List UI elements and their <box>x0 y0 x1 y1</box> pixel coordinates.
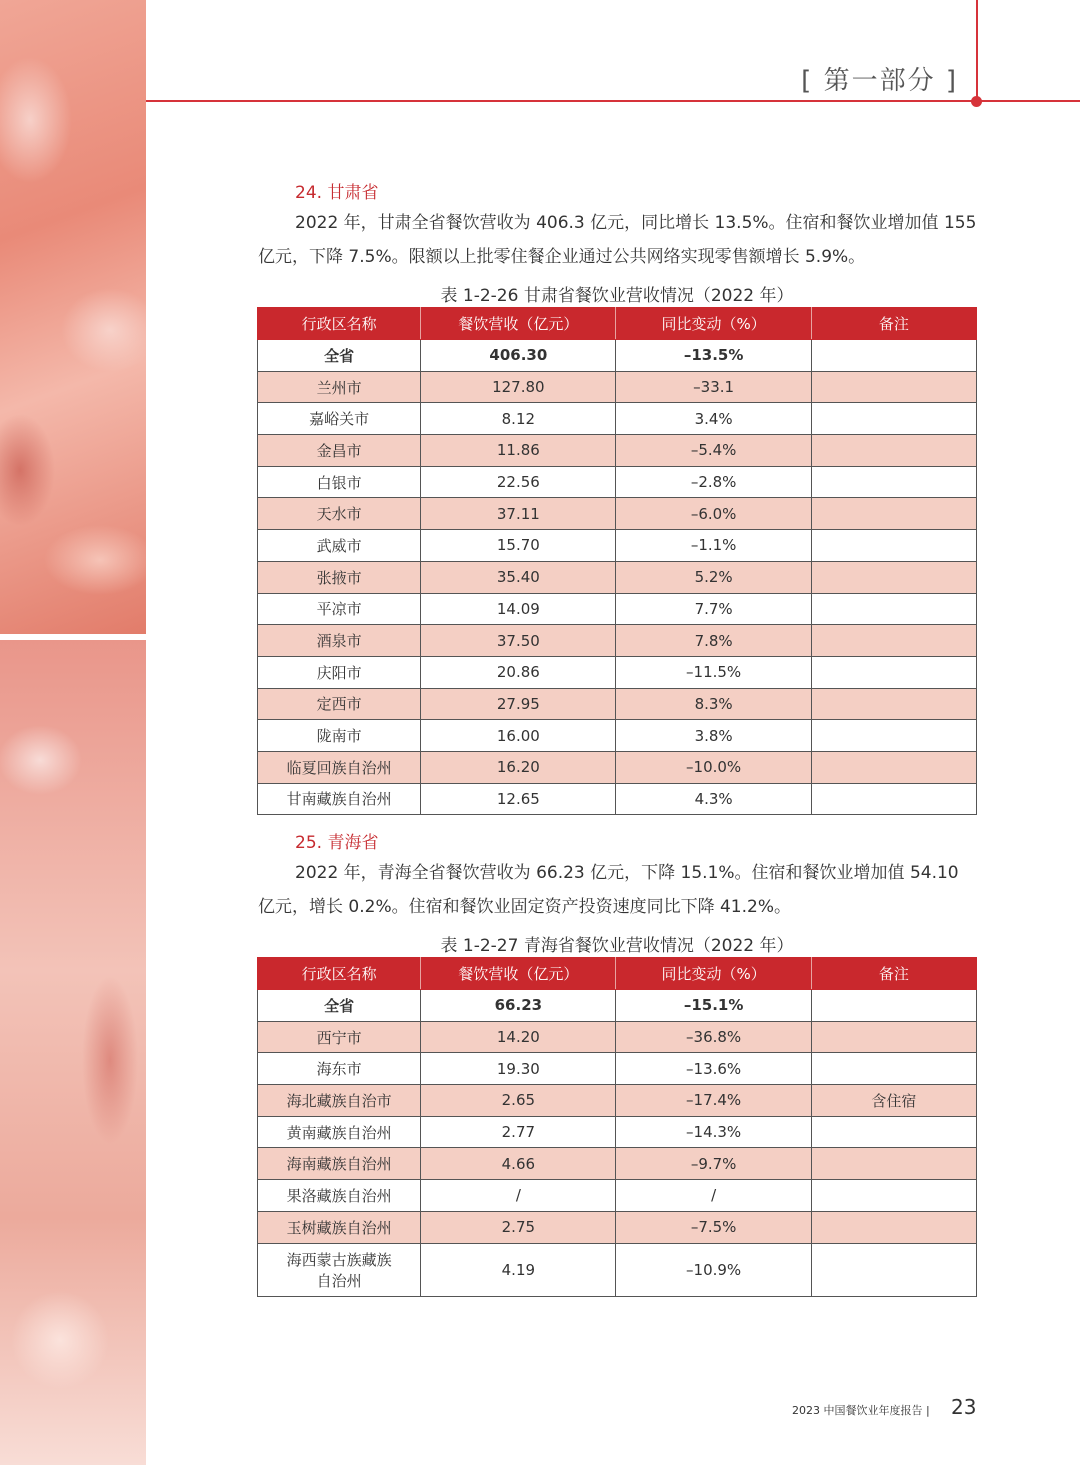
table-cell: 海北藏族自治市 <box>258 1085 421 1117</box>
qinghai-paragraph: 2022 年，青海全省餐饮营收为 66.23 亿元，下降 15.1%。住宿和餐饮业增加值 54.10 亿元，增长 0.2%。住宿和餐饮业固定资产投资速度同比下降 41.2%。 <box>258 863 959 917</box>
header-dot <box>971 96 982 107</box>
table-row <box>258 466 977 498</box>
column-header: 餐饮营收（亿元） <box>421 958 616 990</box>
table-cell: 27.95 <box>421 688 616 720</box>
table-cell: 3.4% <box>616 403 811 435</box>
gansu-paragraph: 2022 年，甘肃全省餐饮营收为 406.3 亿元，同比增长 13.5%。住宿和餐饮业增加值 155 亿元，下降 7.5%。限额以上批零住餐企业通过公共网络实现零售额增长 5.9%。 <box>258 213 977 267</box>
table-cell: 15.70 <box>421 530 616 562</box>
header-rule <box>146 100 1080 102</box>
table-header-row <box>258 958 977 990</box>
table-cell <box>811 1180 976 1212</box>
table-row <box>258 498 977 530</box>
table-cell: 66.23 <box>421 990 616 1022</box>
table-cell <box>811 1148 976 1180</box>
table-cell <box>811 1053 976 1085</box>
qinghai-table-caption: 表 1-2-27 青海省餐饮业营收情况（2022 年） <box>440 936 794 956</box>
table-row <box>258 403 977 435</box>
table-cell: 2.65 <box>421 1085 616 1117</box>
table-cell <box>811 498 976 530</box>
table-cell: 玉树藏族自治州 <box>258 1211 421 1243</box>
table-cell <box>811 561 976 593</box>
table-cell: –1.1% <box>616 530 811 562</box>
column-header: 行政区名称 <box>258 308 421 340</box>
table-cell: 16.00 <box>421 720 616 752</box>
column-header: 餐饮营收（亿元） <box>421 308 616 340</box>
table-cell: –14.3% <box>616 1116 811 1148</box>
sidebar-photo-bottom <box>0 640 146 1465</box>
table-cell <box>811 403 976 435</box>
table-cell <box>811 1021 976 1053</box>
table-row <box>258 530 977 562</box>
qinghai-heading: 25. 青海省 <box>295 833 379 853</box>
gansu-heading: 24. 甘肃省 <box>295 183 379 203</box>
table-cell: –9.7% <box>616 1148 811 1180</box>
section-label: [ 第一部分 ] <box>801 66 958 96</box>
table-cell: 白银市 <box>258 466 421 498</box>
table-row <box>258 783 977 815</box>
table-cell: 酒泉市 <box>258 625 421 657</box>
column-header: 同比变动（%） <box>616 308 811 340</box>
column-header: 备注 <box>811 958 976 990</box>
table-cell: –6.0% <box>616 498 811 530</box>
table-cell: 11.86 <box>421 435 616 467</box>
table-header-row <box>258 308 977 340</box>
table-cell: 8.12 <box>421 403 616 435</box>
table-row <box>258 593 977 625</box>
table-row <box>258 1085 977 1117</box>
table-cell: 陇南市 <box>258 720 421 752</box>
table-row <box>258 1116 977 1148</box>
table-cell: –11.5% <box>616 656 811 688</box>
table-cell: 天水市 <box>258 498 421 530</box>
footer-report-title: 2023 中国餐饮业年度报告 | <box>792 1404 930 1417</box>
table-cell: 平凉市 <box>258 593 421 625</box>
table-cell: 37.50 <box>421 625 616 657</box>
table-cell: –36.8% <box>616 1021 811 1053</box>
table-cell: 海南藏族自治州 <box>258 1148 421 1180</box>
table-cell <box>811 466 976 498</box>
table-cell: 14.09 <box>421 593 616 625</box>
table-cell <box>811 1243 976 1296</box>
table-row <box>258 1243 977 1296</box>
table-cell: 张掖市 <box>258 561 421 593</box>
table-row-total <box>258 990 977 1022</box>
sidebar-photo-top <box>0 0 146 634</box>
table-cell <box>811 625 976 657</box>
table-cell: 全省 <box>258 340 421 372</box>
table-cell: –7.5% <box>616 1211 811 1243</box>
table-cell: 海西蒙古族藏族 自治州 <box>258 1243 421 1296</box>
table-cell: 临夏回族自治州 <box>258 751 421 783</box>
page-number: 23 <box>951 1395 977 1419</box>
table-cell: 2.75 <box>421 1211 616 1243</box>
table-row <box>258 561 977 593</box>
gansu-table-caption: 表 1-2-26 甘肃省餐饮业营收情况（2022 年） <box>440 286 794 306</box>
table-cell: 127.80 <box>421 371 616 403</box>
table-row <box>258 1180 977 1212</box>
table-cell: 20.86 <box>421 656 616 688</box>
table-cell: 海东市 <box>258 1053 421 1085</box>
table-cell: 果洛藏族自治州 <box>258 1180 421 1212</box>
table-cell: 黄南藏族自治州 <box>258 1116 421 1148</box>
table-cell: / <box>421 1180 616 1212</box>
table-cell: 4.19 <box>421 1243 616 1296</box>
table-cell <box>811 371 976 403</box>
table-cell: –17.4% <box>616 1085 811 1117</box>
table-cell: 8.3% <box>616 688 811 720</box>
table-cell: 19.30 <box>421 1053 616 1085</box>
table-row <box>258 656 977 688</box>
table-row <box>258 1211 977 1243</box>
table-cell: 武威市 <box>258 530 421 562</box>
table-row <box>258 625 977 657</box>
table-cell: 金昌市 <box>258 435 421 467</box>
table-cell: 兰州市 <box>258 371 421 403</box>
table-cell: –2.8% <box>616 466 811 498</box>
table-cell: 7.7% <box>616 593 811 625</box>
table-cell: –33.1 <box>616 371 811 403</box>
table-cell: –13.6% <box>616 1053 811 1085</box>
table-cell <box>811 435 976 467</box>
table-cell: –10.9% <box>616 1243 811 1296</box>
table-cell: 37.11 <box>421 498 616 530</box>
table-cell: 嘉峪关市 <box>258 403 421 435</box>
table-cell <box>811 593 976 625</box>
table-cell: –10.0% <box>616 751 811 783</box>
table-cell: 3.8% <box>616 720 811 752</box>
table-cell: 4.3% <box>616 783 811 815</box>
table-cell: 35.40 <box>421 561 616 593</box>
table-row <box>258 1053 977 1085</box>
table-cell: 5.2% <box>616 561 811 593</box>
header-vertical-rule <box>976 0 978 101</box>
gansu-table <box>257 307 977 815</box>
table-row <box>258 688 977 720</box>
table-row <box>258 751 977 783</box>
table-cell: 7.8% <box>616 625 811 657</box>
table-cell: –13.5% <box>616 340 811 372</box>
table-cell <box>811 783 976 815</box>
column-header: 行政区名称 <box>258 958 421 990</box>
table-cell: 庆阳市 <box>258 656 421 688</box>
table-cell <box>811 530 976 562</box>
table-cell: 定西市 <box>258 688 421 720</box>
table-cell: 甘南藏族自治州 <box>258 783 421 815</box>
table-cell <box>811 1211 976 1243</box>
table-cell <box>811 1116 976 1148</box>
table-cell <box>811 340 976 372</box>
table-row <box>258 371 977 403</box>
table-row-total <box>258 340 977 372</box>
table-cell <box>811 751 976 783</box>
table-cell: 22.56 <box>421 466 616 498</box>
table-cell <box>811 720 976 752</box>
table-cell: 2.77 <box>421 1116 616 1148</box>
table-row <box>258 1021 977 1053</box>
table-row <box>258 435 977 467</box>
table-cell: / <box>616 1180 811 1212</box>
decorative-sidebar-image <box>0 0 146 1465</box>
table-row <box>258 720 977 752</box>
table-cell: 14.20 <box>421 1021 616 1053</box>
table-cell: 全省 <box>258 990 421 1022</box>
table-cell <box>811 990 976 1022</box>
table-row <box>258 1148 977 1180</box>
table-cell: 4.66 <box>421 1148 616 1180</box>
table-cell: 西宁市 <box>258 1021 421 1053</box>
table-cell <box>811 688 976 720</box>
column-header: 备注 <box>811 308 976 340</box>
table-cell: 含住宿 <box>811 1085 976 1117</box>
qinghai-table <box>257 957 977 1297</box>
table-cell: 16.20 <box>421 751 616 783</box>
table-cell: –15.1% <box>616 990 811 1022</box>
table-cell <box>811 656 976 688</box>
table-cell: –5.4% <box>616 435 811 467</box>
column-header: 同比变动（%） <box>616 958 811 990</box>
table-cell: 406.30 <box>421 340 616 372</box>
table-cell: 12.65 <box>421 783 616 815</box>
